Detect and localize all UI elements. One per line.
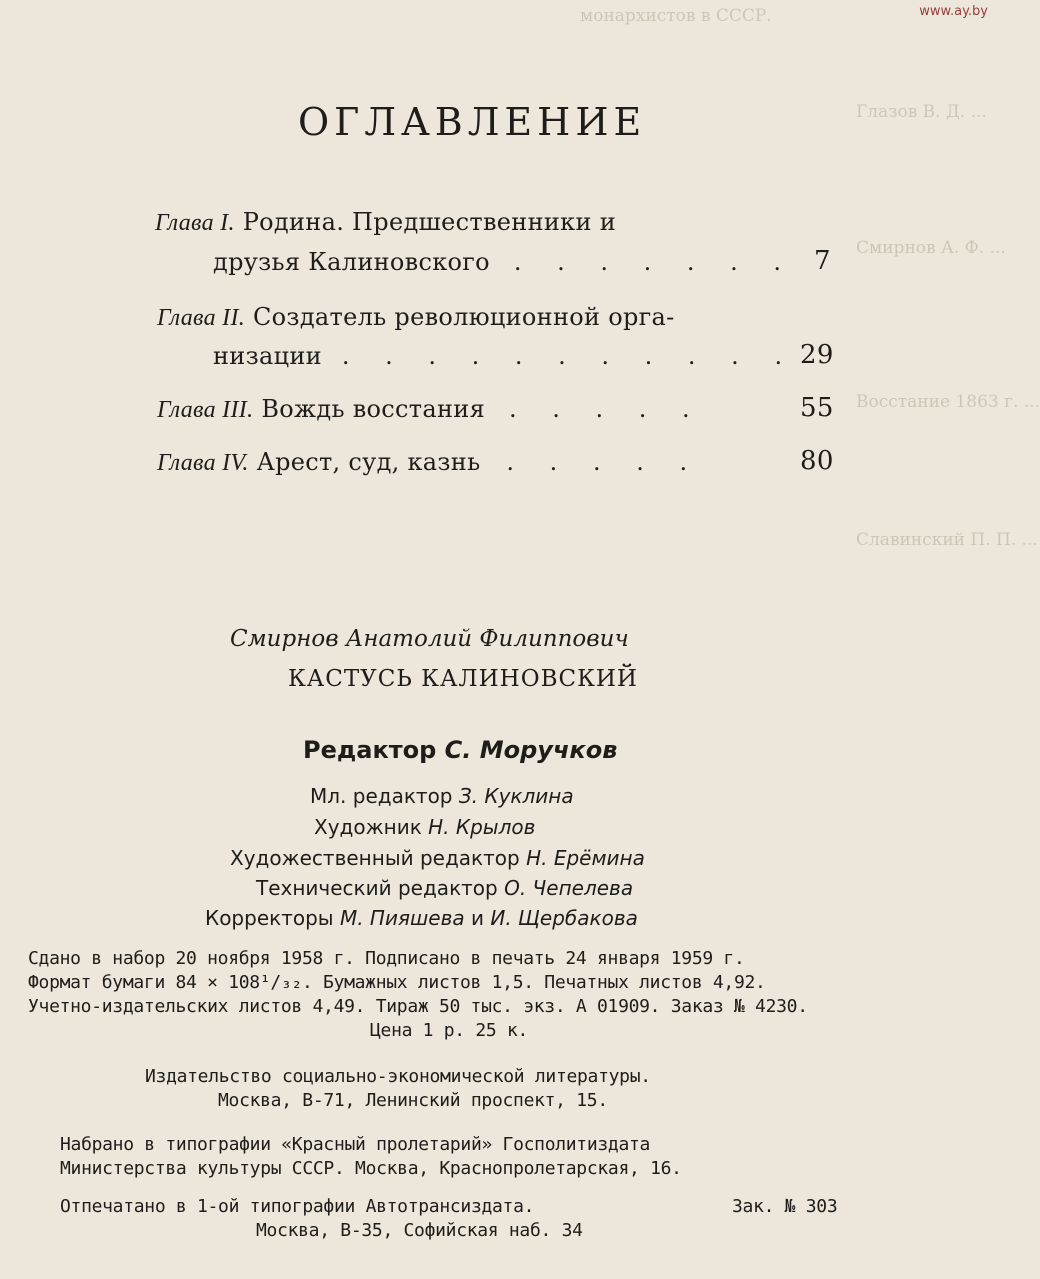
editor-line [303, 736, 617, 764]
ghost-text: монархистов в СССР. [580, 6, 772, 26]
credit-label: Корректоры [205, 906, 334, 930]
toc-entry-continued [213, 342, 796, 370]
credit-junior-editor [310, 784, 574, 808]
chapter-title: Арест, суд, казнь [256, 448, 481, 476]
ghost-text: Восстание 1863 г. ... [856, 392, 1040, 412]
book-title: КАСТУСЬ КАЛИНОВСКИЙ [288, 666, 638, 692]
credit-art-editor [230, 846, 645, 870]
leader-dots: . . . . . . . . . . . [341, 342, 797, 370]
toc-entry [157, 303, 675, 332]
author-name: Смирнов Анатолий Филиппович [230, 626, 629, 652]
chapter-title: друзья Калиновского [213, 248, 490, 276]
editor-label: Редактор [303, 736, 437, 764]
imprint-line: Сдано в набор 20 ноября 1958 г. Подписано в печать 24 января 1959 г. [28, 948, 745, 969]
ghost-text: Славинский П. П. ... [856, 530, 1038, 550]
typesetting-line: Министерства культуры СССР. Москва, Краснопролетарская, 16. [60, 1158, 682, 1179]
credit-label: Технический редактор [256, 876, 498, 900]
leader-dots: . . . . . [508, 395, 704, 423]
credit-name: З. Куклина [458, 784, 574, 808]
credit-name: М. Пияшева [339, 906, 465, 930]
publisher-address: Москва, В-71, Ленинский проспект, 15. [218, 1090, 608, 1111]
watermark: www.ay.by [919, 4, 988, 19]
credit-name: Н. Ерёмина [526, 846, 645, 870]
toc-entry [157, 448, 701, 477]
credit-tech-editor [256, 876, 633, 900]
printing-address: Москва, В-35, Софийская наб. 34 [256, 1220, 583, 1241]
chapter-label: Глава III. [157, 397, 254, 423]
credit-name: О. Чепелева [504, 876, 634, 900]
page-title: ОГЛАВЛЕНИЕ [298, 100, 647, 144]
credit-name: И. Щербакова [490, 906, 638, 930]
toc-entry [157, 395, 704, 424]
ghost-text: Смирнов А. Ф. ... [856, 238, 1006, 258]
credit-label: Художник [314, 815, 422, 839]
typesetting-line: Набрано в типографии «Красный пролетарий» Госполитиздата [60, 1134, 651, 1155]
credit-name: Н. Крылов [428, 815, 536, 839]
chapter-label: Глава IV. [157, 450, 249, 476]
page-number: 7 [814, 246, 831, 276]
toc-entry-continued [213, 248, 795, 276]
chapter-title: Создатель революционной орга- [253, 303, 675, 331]
editor-name: С. Моручков [444, 736, 618, 764]
imprint-line: Учетно-издательских листов 4,49. Тираж 50 тыс. экз. А 01909. Заказ № 4230. [28, 996, 808, 1017]
publisher-line: Издательство социально-экономической литературы. [145, 1066, 651, 1087]
credit-proofreaders [205, 906, 638, 930]
leader-dots: . . . . . [506, 448, 702, 476]
chapter-title: Родина. Предшественники и [242, 208, 616, 236]
ghost-text: Глазов В. Д. ... [856, 102, 987, 122]
credit-label: Мл. редактор [310, 784, 453, 808]
page-number: 80 [800, 446, 834, 476]
leader-dots: . . . . . . . [513, 248, 796, 276]
chapter-label: Глава I. [155, 210, 235, 236]
printing-line: Отпечатано в 1-ой типографии Автотрансиздата. [60, 1196, 535, 1217]
chapter-title: низации [213, 342, 322, 370]
credit-artist [314, 815, 535, 839]
credit-label: Художественный редактор [230, 846, 520, 870]
page-number: 29 [800, 340, 834, 370]
toc-entry [155, 208, 616, 237]
chapter-label: Глава II. [157, 305, 246, 331]
order-number: Зак. № 303 [732, 1196, 838, 1217]
price: Цена 1 р. 25 к. [370, 1020, 529, 1041]
chapter-title: Вождь восстания [261, 395, 486, 423]
credit-conjunction: и [471, 906, 484, 930]
imprint-line: Формат бумаги 84 × 108¹/₃₂. Бумажных листов 1,5. Печатных листов 4,92. [28, 972, 766, 993]
page-number: 55 [800, 393, 834, 423]
